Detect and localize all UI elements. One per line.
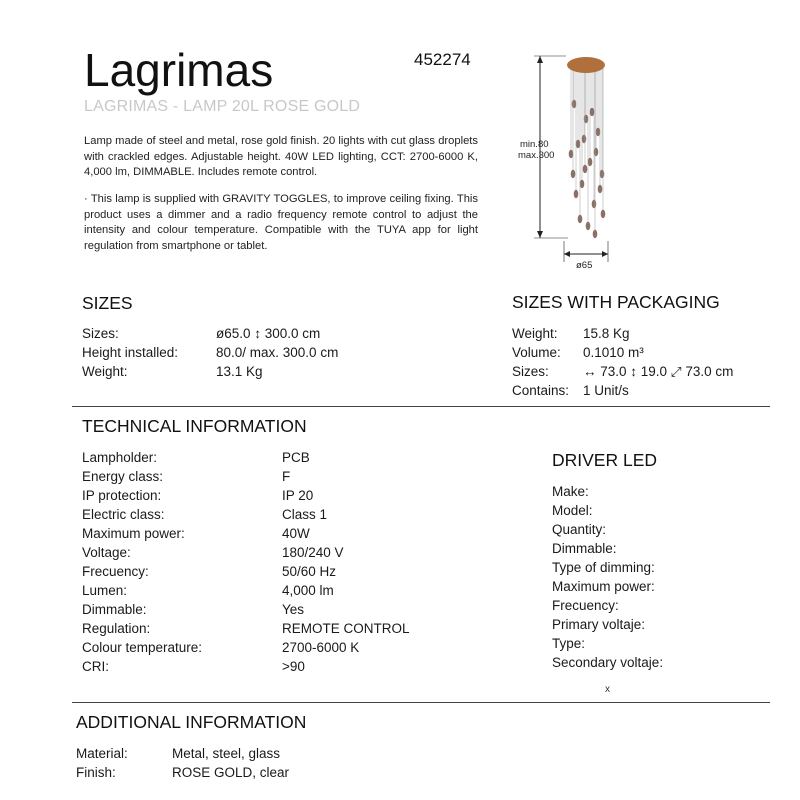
driver-label: Type: — [552, 636, 586, 651]
technical-label: Regulation: — [82, 621, 151, 636]
sizes-label: Height installed: — [82, 345, 179, 360]
lamp-droplet — [578, 215, 583, 223]
technical-value: 50/60 Hz — [282, 564, 337, 579]
technical-label: Maximum power: — [82, 526, 185, 541]
product-description: Lamp made of steel and metal, rose gold finish. 20 lights with cut glass droplets with crackled edges. Adjustable height. 40W LED lighting, CCT: 2700-6000 K, 4,000 lm, DIMMABLE. Includes remote control. — [84, 135, 478, 178]
driver-note: x — [605, 684, 610, 695]
packaging-heading: SIZES WITH PACKAGING — [512, 292, 720, 312]
lamp-droplet — [571, 170, 576, 178]
driver-label: Model: — [552, 503, 593, 518]
packaging-label: Weight: — [512, 326, 558, 341]
driver-label: Dimmable: — [552, 541, 617, 556]
packaging-value: ↔ 73.0 ↕ 19.0 ⤢ 73.0 cm — [583, 364, 734, 379]
technical-label: Energy class: — [82, 469, 164, 484]
sizes-label: Sizes: — [82, 326, 119, 341]
technical-value: Class 1 — [282, 507, 328, 522]
technical-value: F — [282, 469, 291, 484]
lamp-droplet — [600, 170, 605, 178]
packaging-label: Volume: — [512, 345, 561, 360]
driver-label: Maximum power: — [552, 579, 655, 594]
lamp-droplet — [576, 140, 581, 148]
lamp-drops — [569, 68, 606, 238]
sizes-heading: SIZES — [82, 293, 133, 313]
additional-label: Finish: — [76, 765, 116, 780]
technical-value: REMOTE CONTROL — [282, 621, 410, 636]
lamp-dimension-diagram — [500, 40, 660, 280]
product-title: Lagrimas — [84, 44, 274, 96]
technical-label: Voltage: — [82, 545, 131, 560]
technical-value: 180/240 V — [282, 545, 344, 560]
height-min-label: min.80 — [520, 139, 549, 150]
technical-label: Electric class: — [82, 507, 165, 522]
driver-label: Secondary voltaje: — [552, 655, 664, 670]
sizes-value: ø65.0 ↕ 300.0 cm — [216, 326, 321, 341]
technical-value: PCB — [282, 450, 310, 465]
technical-value: >90 — [282, 659, 305, 674]
additional-label: Material: — [76, 746, 128, 761]
packaging-value: 0.1010 m³ — [583, 345, 644, 360]
lamp-droplet — [583, 165, 588, 173]
sizes-value: 80.0/ max. 300.0 cm — [216, 345, 339, 360]
lamp-droplet — [592, 200, 597, 208]
technical-value: 2700-6000 K — [282, 640, 360, 655]
lamp-droplet — [582, 135, 587, 143]
lamp-droplet — [594, 148, 599, 156]
lamp-droplet — [596, 128, 601, 136]
lamp-droplet — [584, 115, 589, 123]
lamp-droplet — [572, 100, 577, 108]
lamp-droplet — [580, 180, 585, 188]
lamp-droplet — [586, 222, 591, 230]
packaging-label: Contains: — [512, 383, 570, 398]
section-divider — [72, 406, 770, 407]
technical-label: IP protection: — [82, 488, 162, 503]
diameter-label: ø65 — [576, 260, 593, 271]
lamp-droplet — [569, 150, 574, 158]
lamp-droplet — [574, 190, 579, 198]
driver-label: Quantity: — [552, 522, 607, 537]
packaging-label: Sizes: — [512, 364, 549, 379]
driver-heading: DRIVER LED — [552, 450, 658, 470]
product-description-note: · This lamp is supplied with GRAVITY TOGGLES, to improve ceiling fixing. This product uses a dimmer and a radio frequency remote control to adjust the intensity and colour temperature. Compatible with the TUYA app for light regulation from smartphone or tablet. — [84, 193, 478, 252]
lamp-droplet — [598, 185, 603, 193]
additional-value: ROSE GOLD, clear — [172, 765, 290, 780]
technical-label: Colour temperature: — [82, 640, 203, 655]
packaging-value: 1 Unit/s — [583, 383, 629, 398]
lamp-droplet — [601, 210, 606, 218]
lamp-droplet — [590, 108, 595, 116]
technical-value: 40W — [282, 526, 310, 541]
lamp-droplet — [593, 230, 598, 238]
technical-label: Frecuency: — [82, 564, 149, 579]
product-code: 452274 — [414, 50, 471, 69]
technical-label: CRI: — [82, 659, 109, 674]
technical-value: Yes — [282, 602, 305, 617]
lamp-canopy — [567, 57, 605, 73]
technical-label: Lumen: — [82, 583, 128, 598]
product-subtitle: LAGRIMAS - LAMP 20L ROSE GOLD — [84, 98, 361, 115]
technical-value: IP 20 — [282, 488, 314, 503]
sizes-label: Weight: — [82, 364, 128, 379]
driver-label: Type of dimming: — [552, 560, 655, 575]
lamp-droplet — [588, 158, 593, 166]
additional-value: Metal, steel, glass — [172, 746, 281, 761]
sizes-value: 13.1 Kg — [216, 364, 263, 379]
height-max-label: max.300 — [518, 150, 555, 161]
additional-heading: ADDITIONAL INFORMATION — [76, 712, 307, 732]
driver-label: Primary voltaje: — [552, 617, 646, 632]
technical-label: Lampholder: — [82, 450, 158, 465]
driver-label: Frecuency: — [552, 598, 619, 613]
technical-value: 4,000 lm — [282, 583, 334, 598]
driver-label: Make: — [552, 484, 589, 499]
section-divider — [72, 702, 770, 703]
technical-heading: TECHNICAL INFORMATION — [82, 416, 307, 436]
packaging-value: 15.8 Kg — [583, 326, 630, 341]
technical-label: Dimmable: — [82, 602, 147, 617]
